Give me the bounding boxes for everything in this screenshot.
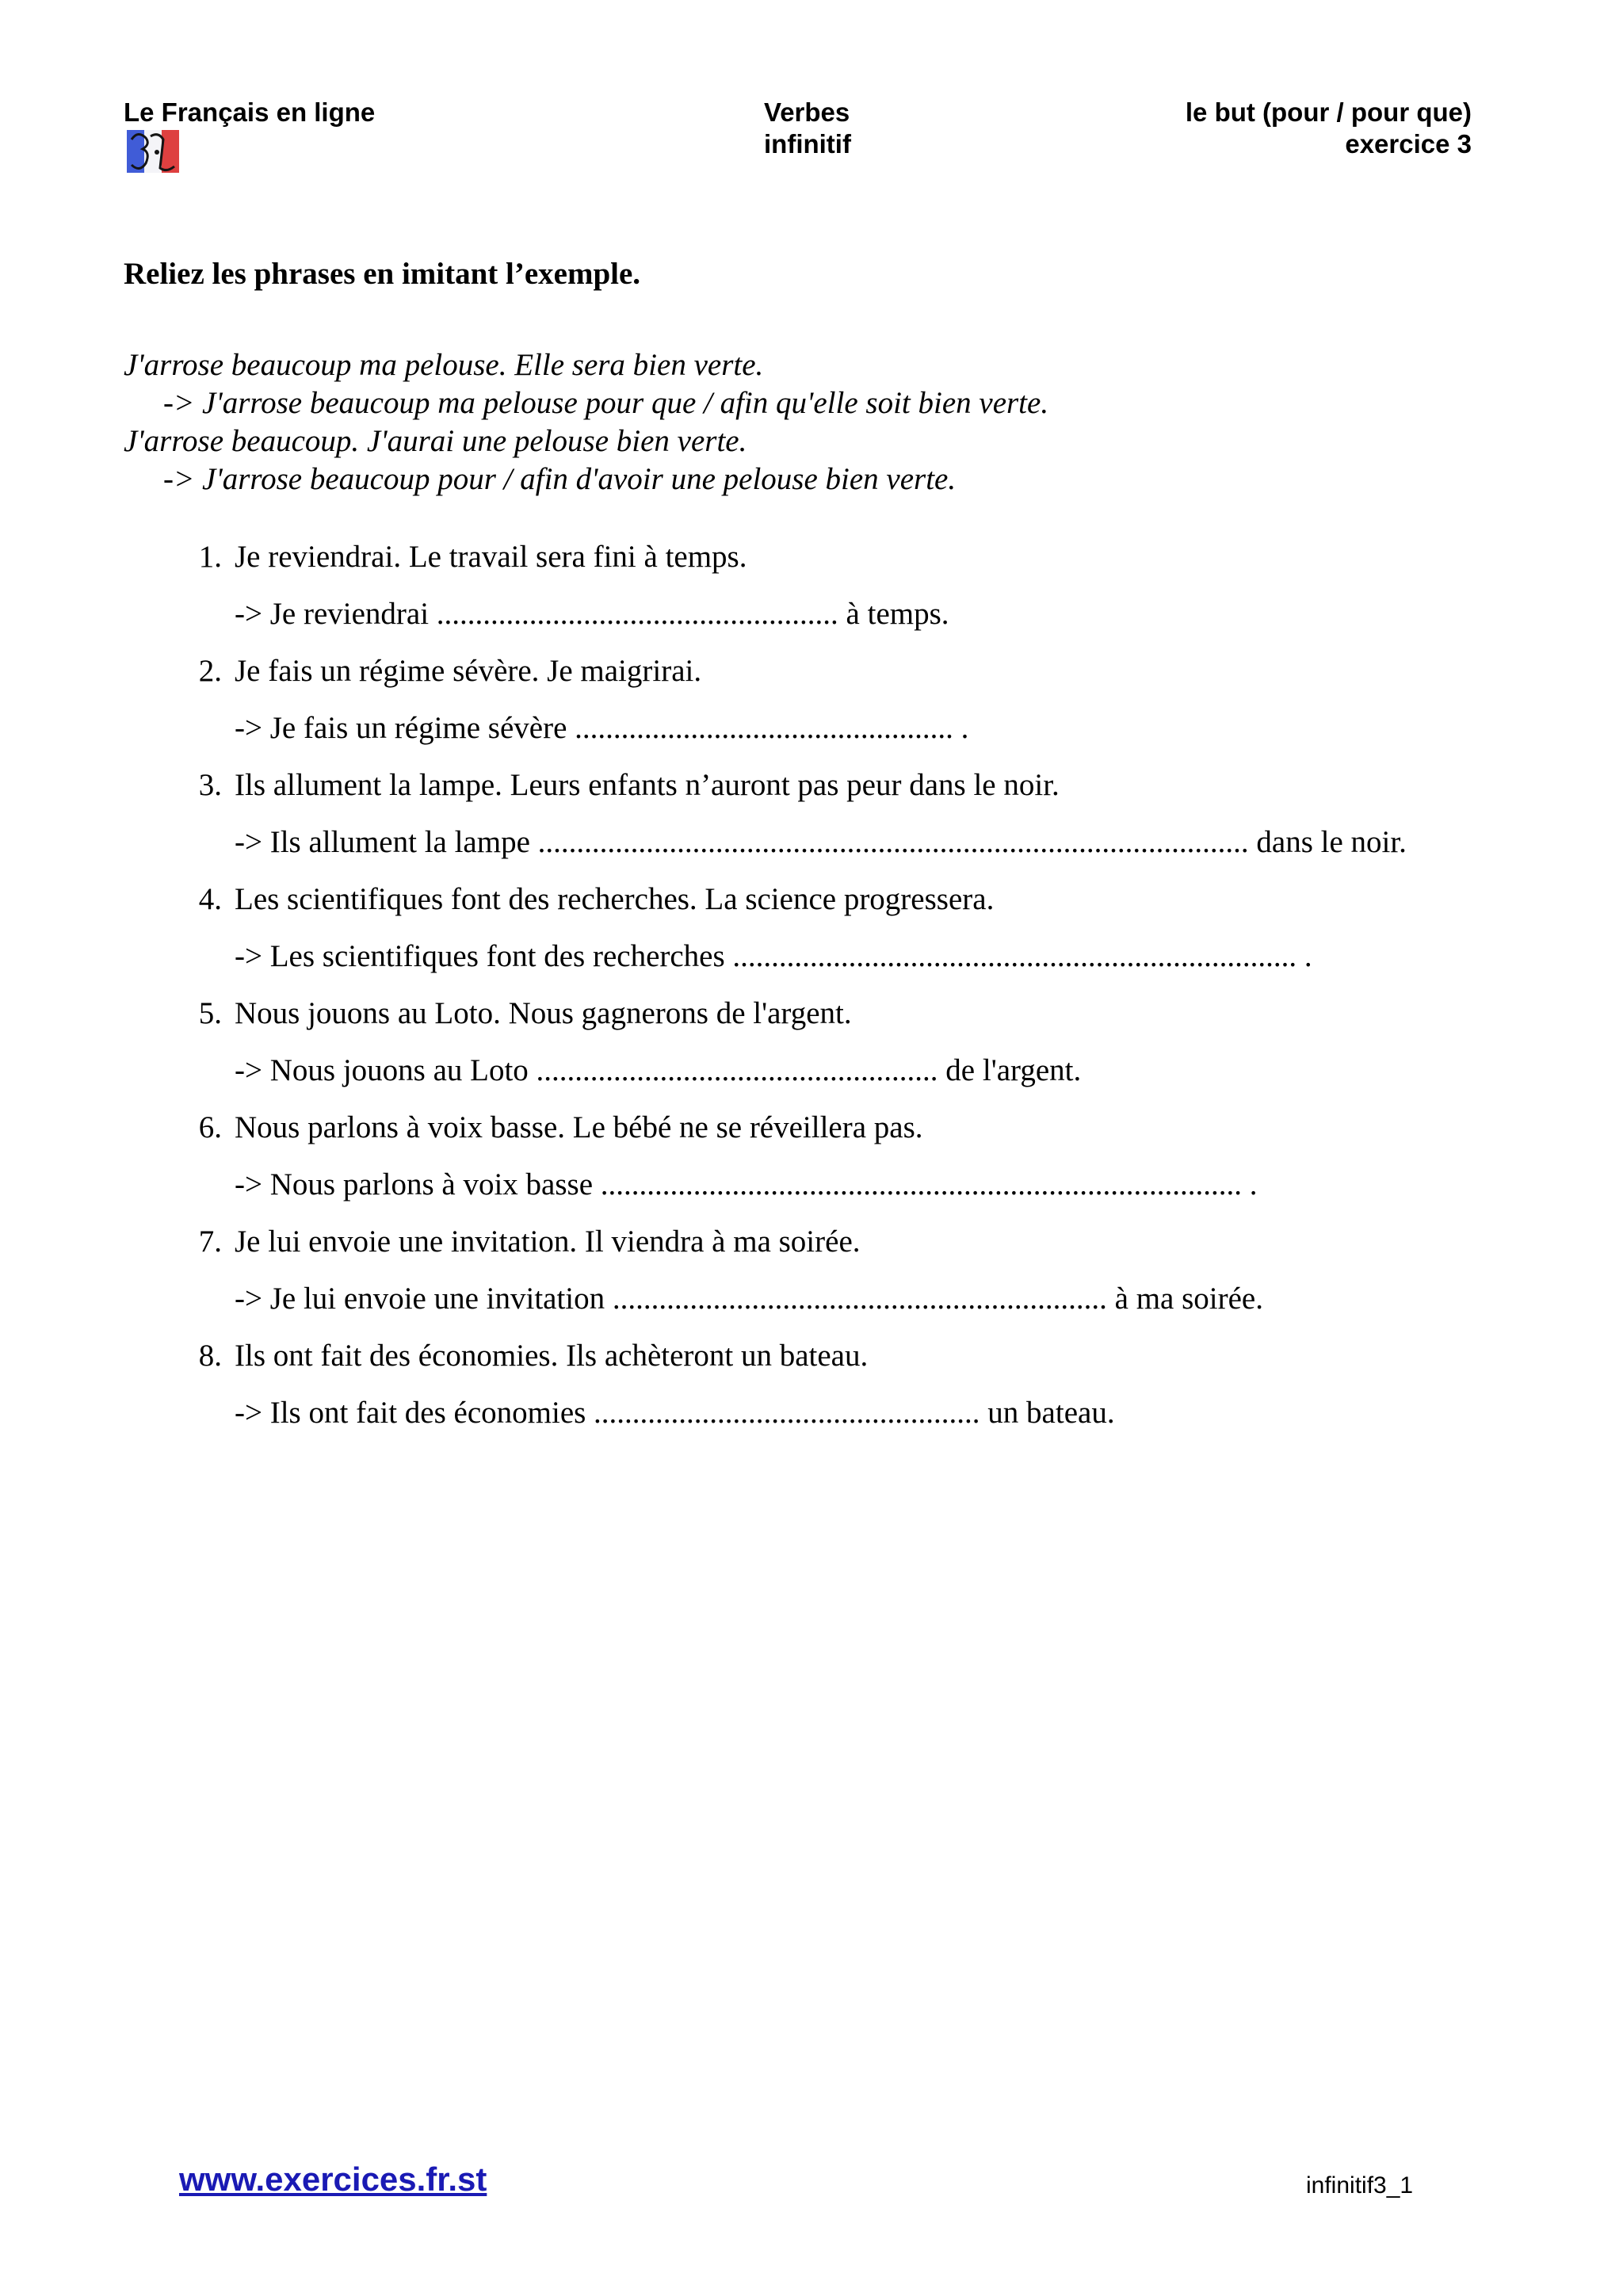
item-number: 7.: [198, 1224, 222, 1259]
document-code: infinitif3_1: [1306, 2172, 1414, 2199]
exercise-question: [165, 652, 1474, 690]
answer-line[interactable]: -> Les scientifiques font des recherches ......................................................................... .: [235, 939, 1312, 973]
question-text: Ils allument la lampe. Leurs enfants n’auront pas peur dans le noir.: [235, 768, 1060, 802]
exercise-question: [165, 881, 1474, 919]
question-text: Ils ont fait des économies. Ils achèteront un bateau.: [235, 1339, 869, 1373]
answer-line[interactable]: -> Ils allument la lampe ............................................................................................ dans le noir.: [235, 825, 1407, 859]
answer-line[interactable]: -> Nous jouons au Loto .................................................... de l'argent.: [235, 1053, 1082, 1087]
example-line: J'arrose beaucoup ma pelouse. Elle sera bien verte.: [124, 348, 764, 382]
item-number: 1.: [198, 540, 222, 574]
item-number: 2.: [198, 654, 222, 688]
example-line: -> J'arrose beaucoup pour / afin d'avoir une pelouse bien verte.: [163, 462, 957, 496]
topic-line-2: infinitif: [764, 129, 851, 159]
answer-line[interactable]: -> Nous parlons à voix basse ................................................................................... .: [235, 1167, 1258, 1201]
item-number: 4.: [198, 882, 222, 916]
site-title: Le Français en ligne: [124, 97, 376, 127]
exercise-header: [1186, 97, 1472, 160]
example-line: J'arrose beaucoup. J'aurai une pelouse bien verte.: [124, 424, 747, 458]
exercise-question: [165, 538, 1474, 576]
exercise-question: [165, 995, 1474, 1033]
exercise-list: [165, 538, 1474, 1451]
topic-line-1: Verbes: [764, 97, 850, 127]
answer-line[interactable]: -> Je reviendrai .................................................... à temps.: [235, 597, 949, 631]
topic-header: [764, 97, 851, 160]
answer-line[interactable]: -> Je lui envoie une invitation ................................................................ à ma soirée.: [235, 1282, 1263, 1316]
instruction: Reliez les phrases en imitant l’exemple.: [124, 257, 641, 291]
question-text: Les scientifiques font des recherches. La science progressera.: [235, 882, 995, 916]
exercise-question: [165, 766, 1474, 804]
answer-line[interactable]: -> Ils ont fait des économies .................................................. un bateau.: [235, 1396, 1115, 1430]
item-number: 5.: [198, 996, 222, 1030]
question-text: Nous jouons au Loto. Nous gagnerons de l'argent.: [235, 996, 852, 1030]
question-text: Je reviendrai. Le travail sera fini à temps.: [235, 540, 747, 574]
item-number: 3.: [198, 768, 222, 802]
question-text: Je lui envoie une invitation. Il viendra à ma soirée.: [235, 1224, 861, 1259]
answer-line[interactable]: -> Je fais un régime sévère ................................................. .: [235, 711, 969, 745]
question-text: Je fais un régime sévère. Je maigrirai.: [235, 654, 702, 688]
example-block: [124, 346, 1048, 499]
question-text: Nous parlons à voix basse. Le bébé ne se réveillera pas.: [235, 1110, 923, 1144]
exercise-question: [165, 1223, 1474, 1261]
example-line: -> J'arrose beaucoup ma pelouse pour que / afin qu'elle soit bien verte.: [163, 386, 1049, 420]
exercise-question: [165, 1337, 1474, 1375]
item-number: 6.: [198, 1110, 222, 1144]
exercise-subject: le but (pour / pour que): [1185, 97, 1472, 127]
exercise-question: [165, 1109, 1474, 1147]
website-link[interactable]: www.exercices.fr.st: [179, 2160, 487, 2198]
logo-icon: [127, 128, 179, 174]
item-number: 8.: [198, 1339, 222, 1373]
exercise-number: exercice 3: [1345, 129, 1472, 159]
